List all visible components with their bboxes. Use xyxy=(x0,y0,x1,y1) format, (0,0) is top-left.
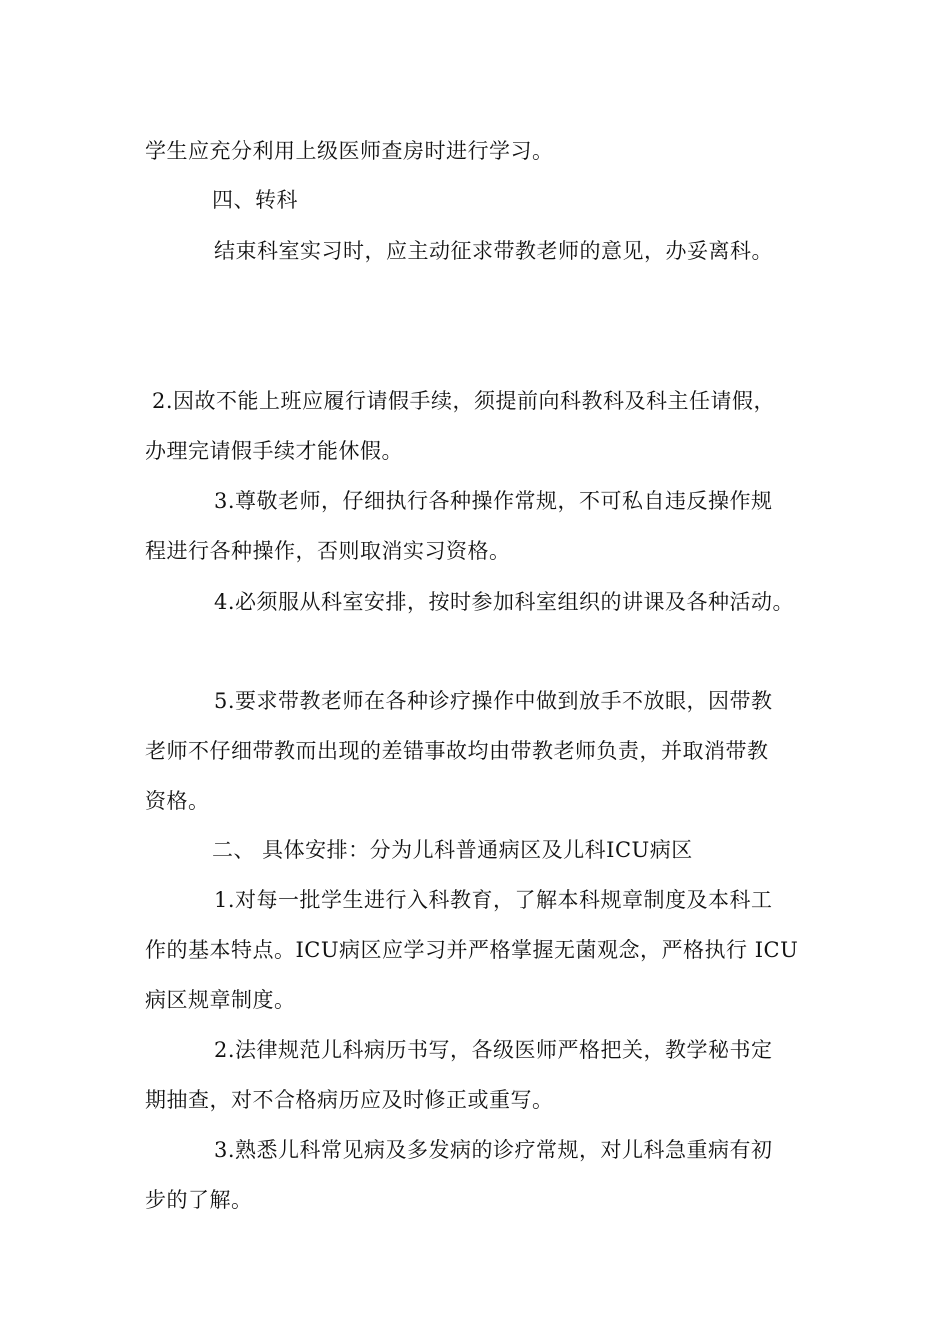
text-line-5: 办理完请假手续才能休假。 xyxy=(145,439,403,463)
text-line-18: 3.熟悉儿科常见病及多发病的诊疗常规，对儿科急重病有初 xyxy=(214,1138,773,1162)
text-line-8: 4.必须服从科室安排，按时参加科室组织的讲课及各种活动。 xyxy=(214,590,795,614)
text-line-1: 学生应充分利用上级医师查房时进行学习。 xyxy=(145,139,554,163)
text-line-9: 5.要求带教老师在各种诊疗操作中做到放手不放眼，因带教 xyxy=(214,689,773,713)
text-line-6: 3.尊敬老师，仔细执行各种操作常规，不可私自违反操作规 xyxy=(214,489,773,513)
text-line-10: 老师不仔细带教而出现的差错事故均由带教老师负责，并取消带教 xyxy=(145,739,769,763)
text-line-13: 1.对每一批学生进行入科教育，了解本科规章制度及本科工 xyxy=(214,888,773,912)
text-line-15: 病区规章制度。 xyxy=(145,988,296,1012)
text-line-17: 期抽查，对不合格病历应及时修正或重写。 xyxy=(145,1088,554,1112)
text-line-4: 2.因故不能上班应履行请假手续，须提前向科教科及科主任请假， xyxy=(152,389,776,413)
text-line-19: 步的了解。 xyxy=(145,1188,253,1212)
text-line-11: 资格。 xyxy=(145,789,210,813)
text-line-16: 2.法律规范儿科病历书写，各级医师严格把关，教学秘书定 xyxy=(214,1038,773,1062)
text-line-7: 程进行各种操作，否则取消实习资格。 xyxy=(145,539,511,563)
section-heading-arrangement: 二、 具体安排：分为儿科普通病区及儿科ICU病区 xyxy=(212,838,693,862)
text-line-14: 作的基本特点。ICU病区应学习并严格掌握无菌观念，严格执行 ICU xyxy=(145,938,799,962)
text-line-3: 结束科室实习时，应主动征求带教老师的意见，办妥离科。 xyxy=(214,239,773,263)
section-heading-transfer: 四、转科 xyxy=(212,188,298,212)
